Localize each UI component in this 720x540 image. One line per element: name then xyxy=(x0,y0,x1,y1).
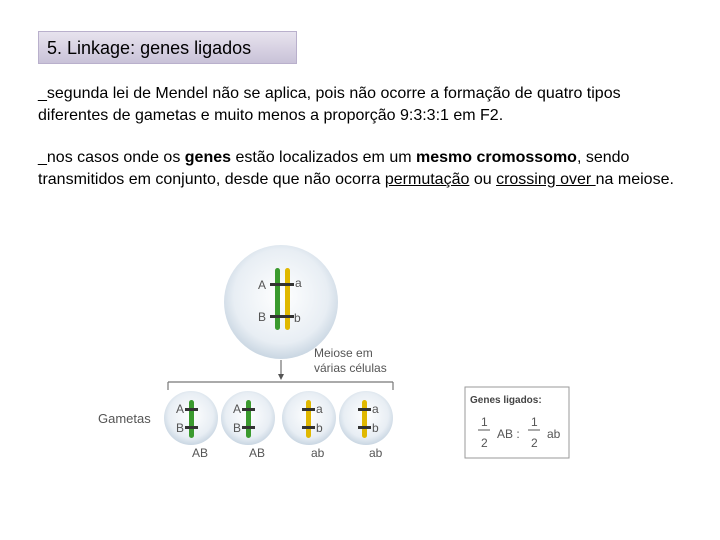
fraction-2-numerator: 1 xyxy=(531,415,538,429)
gamete-1-bottom: B xyxy=(176,421,185,435)
p2-text-2: estão localizados em um xyxy=(231,149,416,166)
meiosis-arrowhead xyxy=(278,374,284,380)
p2-genes: genes xyxy=(184,149,232,166)
p2-text-1: _nos casos onde os xyxy=(38,149,185,166)
p2-text-3: , sendo transmitidos em conjunto, desde que não ocorra xyxy=(38,149,630,188)
gamete-3-caption: ab xyxy=(311,446,325,460)
fraction-1-denominator: 2 xyxy=(481,436,488,450)
gamete-4-caption: ab xyxy=(369,446,383,460)
p2-mesmo-cromossomo: mesmo cromossomo xyxy=(416,149,577,166)
parent-label-a: a xyxy=(295,276,302,290)
gamete-2 xyxy=(221,391,275,460)
genes-ligados-heading: Genes ligados: xyxy=(470,395,542,406)
slide-title: 5. Linkage: genes ligados xyxy=(47,38,252,58)
gamete-4 xyxy=(339,391,393,460)
parent-label-B: B xyxy=(258,310,267,324)
genes-ligados-box xyxy=(465,387,569,458)
gamete-1-top: A xyxy=(176,402,185,416)
genotype-ab-term: ab xyxy=(547,427,561,441)
p2-permutacao: permutação xyxy=(384,171,470,188)
fraction-1-numerator: 1 xyxy=(481,415,488,429)
parent-cell xyxy=(224,245,338,359)
fraction-2-denominator: 2 xyxy=(531,436,538,450)
gamete-2-top: A xyxy=(233,402,242,416)
p2-text-4: ou xyxy=(469,171,497,188)
gamete-1-caption: AB xyxy=(192,446,209,460)
gamete-3 xyxy=(282,391,336,460)
p2-text-5: na meiose. xyxy=(595,171,674,188)
gamete-3-top: a xyxy=(316,402,323,416)
gamete-2-caption: AB xyxy=(249,446,266,460)
gamete-3-bottom: b xyxy=(316,421,323,435)
gamete-4-top: a xyxy=(372,402,379,416)
p2-crossing-over: crossing over xyxy=(496,171,596,188)
parent-label-b: b xyxy=(294,311,301,325)
paragraph-1: _segunda lei de Mendel não se aplica, pois não ocorre a formação de quatro tipos diferentes de gametas e muito menos a proporção 9:3:3:1 em F2. xyxy=(38,85,621,124)
gamete-4-bottom: b xyxy=(372,421,379,435)
gamete-2-bottom: B xyxy=(233,421,242,435)
parent-label-A: A xyxy=(258,278,267,292)
genotype-AB-term: AB : xyxy=(497,427,520,441)
meiosis-label-2: várias células xyxy=(314,361,387,375)
gametes-label: Gametas xyxy=(98,411,151,426)
meiosis-label-1: Meiose em xyxy=(314,346,373,360)
gametes-bracket xyxy=(168,382,393,390)
gamete-1 xyxy=(164,391,218,460)
